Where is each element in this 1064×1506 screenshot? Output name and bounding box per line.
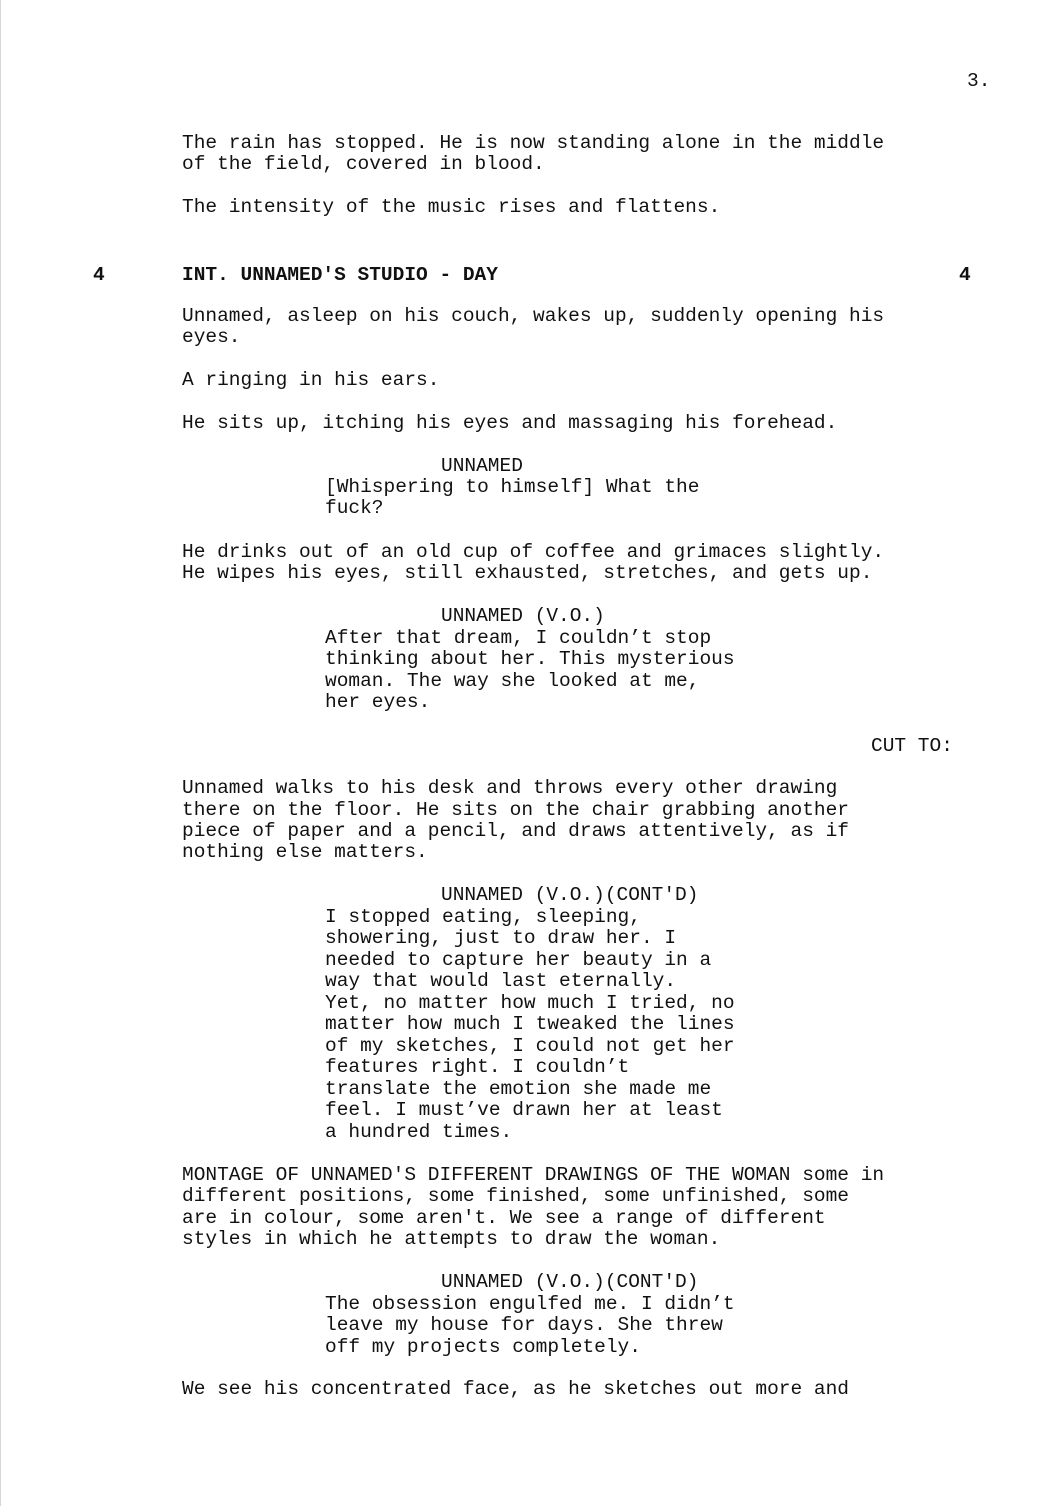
action-line: Unnamed, asleep on his couch, wakes up, suddenly opening his (182, 305, 885, 327)
action-line: MONTAGE OF UNNAMED'S DIFFERENT DRAWINGS OF THE WOMAN some in (182, 1164, 885, 1186)
action-line: We see his concentrated face, as he sketches out more and (182, 1378, 850, 1400)
dialogue-line: feel. I must’ve drawn her at least (325, 1099, 723, 1121)
dialogue-line: fuck? (325, 497, 384, 519)
action-line: styles in which he attempts to draw the woman. (182, 1228, 721, 1250)
character-name: UNNAMED (V.O.)(CONT'D) (441, 1271, 699, 1293)
action-line: different positions, some finished, some unfinished, some (182, 1185, 850, 1207)
action-line: A ringing in his ears. (182, 369, 440, 391)
dialogue-line: I stopped eating, sleeping, (325, 906, 641, 928)
dialogue-line: woman. The way she looked at me, (325, 670, 700, 692)
dialogue-line: The obsession engulfed me. I didn’t (325, 1293, 735, 1315)
page-number: 3. (967, 70, 991, 92)
dialogue-line: her eyes. (325, 691, 431, 713)
action-line: The intensity of the music rises and flattens. (182, 196, 721, 218)
dialogue-line: features right. I couldn’t (325, 1056, 630, 1078)
action-line: nothing else matters. (182, 841, 428, 863)
action-line: Unnamed walks to his desk and throws every other drawing (182, 777, 838, 799)
action-line: He drinks out of an old cup of coffee and grimaces slightly. (182, 541, 885, 563)
character-name: UNNAMED (441, 455, 523, 477)
transition: CUT TO: (871, 735, 953, 757)
action-line: He wipes his eyes, still exhausted, stretches, and gets up. (182, 562, 873, 584)
dialogue-line: leave my house for days. She threw (325, 1314, 723, 1336)
dialogue-line: [Whispering to himself] What the (325, 476, 700, 498)
action-line: of the field, covered in blood. (182, 153, 545, 175)
action-line: piece of paper and a pencil, and draws attentively, as if (182, 820, 850, 842)
dialogue-line: needed to capture her beauty in a (325, 949, 712, 971)
scene-number-right: 4 (959, 264, 971, 286)
action-line: there on the floor. He sits on the chair grabbing another (182, 799, 850, 821)
dialogue-line: translate the emotion she made me (325, 1078, 712, 1100)
dialogue-line: matter how much I tweaked the lines (325, 1013, 735, 1035)
scene-heading: INT. UNNAMED'S STUDIO - DAY (182, 264, 498, 286)
action-line: are in colour, some aren't. We see a range of different (182, 1207, 826, 1229)
dialogue-line: After that dream, I couldn’t stop (325, 627, 712, 649)
dialogue-line: thinking about her. This mysterious (325, 648, 735, 670)
dialogue-line: a hundred times. (325, 1121, 513, 1143)
dialogue-line: off my projects completely. (325, 1336, 641, 1358)
character-name: UNNAMED (V.O.) (441, 605, 605, 627)
dialogue-line: way that would last eternally. (325, 970, 677, 992)
dialogue-line: Yet, no matter how much I tried, no (325, 992, 735, 1014)
character-name: UNNAMED (V.O.)(CONT'D) (441, 884, 699, 906)
dialogue-line: of my sketches, I could not get her (325, 1035, 735, 1057)
dialogue-line: showering, just to draw her. I (325, 927, 677, 949)
action-line: He sits up, itching his eyes and massaging his forehead. (182, 412, 838, 434)
action-line: The rain has stopped. He is now standing alone in the middle (182, 132, 885, 154)
scene-number-left: 4 (93, 264, 105, 286)
action-line: eyes. (182, 326, 241, 348)
